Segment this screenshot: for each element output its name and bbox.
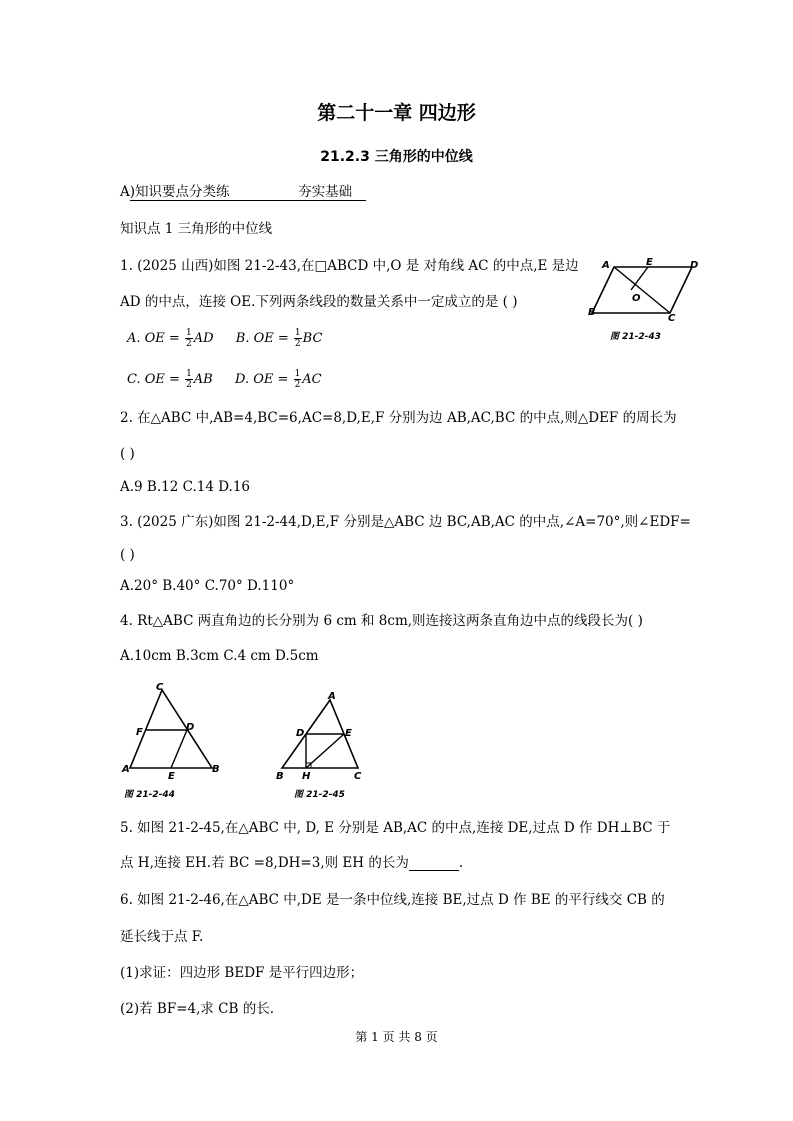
fig45-label-h: H: [302, 771, 311, 782]
q3-line2: ( ): [120, 547, 135, 563]
knowledge-point: 知识点 1 三角形的中位线: [120, 221, 273, 237]
q5-line2-text: 点 H,连接 EH.若 BC =8,DH=3,则 EH 的长为: [120, 855, 409, 871]
q1-option-b-prefix: B. OE =: [235, 331, 293, 346]
section-title: 21.2.3 三角形的中位线: [320, 149, 473, 165]
q6-sub2: (2)若 BF=4,求 CB 的长.: [120, 1001, 275, 1017]
q6-sub1: (1)求证：四边形 BEDF 是平行四边形；: [120, 965, 364, 981]
q1-line1: 1. (2025 山西)如图 21-2-43,在□ABCD 中,O 是 对角线 AC 的中点,E 是边: [120, 258, 579, 274]
q1-option-c-prefix: C. OE =: [127, 372, 185, 387]
fig43-caption: 图 21-2-43: [610, 332, 661, 342]
fig44-label-a: A: [122, 764, 130, 775]
fig45-label-e: E: [345, 728, 352, 739]
figure-21-2-43: [588, 255, 708, 345]
fig43-label-d: D: [690, 260, 699, 271]
page-footer: 第 1 页 共 8 页: [355, 1030, 438, 1044]
fig44-label-b: B: [212, 764, 220, 775]
q2-options: A.9 B.12 C.14 D.16: [120, 479, 251, 495]
q6-line1: 6. 如图 21-2-46,在△ABC 中,DE 是一条中位线,连接 BE,过点 D 作 BE 的平行线交 CB 的: [120, 892, 665, 908]
q3-line1: 3. (2025 广东)如图 21-2-44,D,E,F 分别是△ABC 边 BC,AB,AC 的中点,∠A=70°,则∠EDF=: [120, 514, 691, 530]
fig44-caption: 图 21-2-44: [124, 790, 175, 800]
q4-line1: 4. Rt△ABC 两直角边的长分别为 6 cm 和 8cm,则连接这两条直角边中点的线段长为( ): [120, 613, 643, 629]
q1-option-c-suffix: AB: [193, 372, 213, 387]
figure-21-2-45: [272, 690, 372, 800]
fig45-label-c: C: [354, 771, 362, 782]
fig45-caption: 图 21-2-45: [294, 790, 345, 800]
chapter-title: 第二十一章 四边形: [317, 102, 476, 124]
q2-line1: 2. 在△ABC 中,AB=4,BC=6,AC=8,D,E,F 分别为边 AB,AC,BC 的中点,则△DEF 的周长为: [120, 410, 677, 426]
q1-line2: AD 的中点，连接 OE.下列两条线段的数量关系中一定成立的是 ( ): [120, 294, 518, 310]
fig43-label-a: A: [602, 260, 610, 271]
part-a-header: [120, 184, 352, 200]
fig43-label-o: O: [632, 293, 641, 304]
q5-line2-end: .: [458, 855, 464, 871]
q1-option-a-prefix: A. OE =: [127, 331, 184, 346]
fig44-label-e: E: [168, 771, 175, 782]
part-a-underline: [130, 200, 366, 201]
q1-option-a-suffix: AD: [193, 331, 214, 346]
q1-option-d-prefix: D. OE =: [235, 372, 293, 387]
q6-line2: 延长线于点 F.: [120, 929, 204, 945]
fraction: $\frac{1}{2}$: [294, 369, 301, 390]
fraction: $\frac{1}{2}$: [186, 369, 192, 390]
fig43-label-b: B: [588, 307, 596, 318]
fraction: $\frac{1}{2}$: [294, 328, 301, 349]
q1-options-ab: [127, 328, 322, 349]
fig44-label-c: C: [156, 682, 164, 693]
fig45-label-a: A: [328, 691, 336, 702]
q1-option-d-suffix: AC: [302, 372, 322, 387]
fig45-label-d: D: [296, 728, 305, 739]
q3-options: A.20° B.40° C.70° D.110°: [120, 578, 295, 594]
q5-line1: 5. 如图 21-2-45,在△ABC 中, D, E 分别是 AB,AC 的中点,连接 DE,过点 D 作 DH⊥BC 于: [120, 820, 671, 836]
part-a-label: A)知识要点分类练: [120, 184, 230, 200]
fig43-label-c: C: [668, 313, 676, 324]
fig43-label-e: E: [646, 257, 653, 268]
fig44-label-d: D: [186, 722, 195, 733]
q4-options: A.10cm B.3cm C.4 cm D.5cm: [120, 648, 319, 664]
q1-option-b-suffix: BC: [302, 331, 323, 346]
q5-answer-blank[interactable]: [409, 856, 459, 871]
fig45-label-b: B: [276, 771, 284, 782]
fraction: $\frac{1}{2}$: [185, 328, 192, 349]
fig44-label-f: F: [136, 727, 143, 738]
q1-options-cd: [127, 369, 322, 390]
q2-line2: ( ): [120, 446, 135, 462]
part-a-right: 夯实基础: [298, 184, 353, 200]
q5-line2: [120, 855, 463, 871]
figure-21-2-44: [120, 680, 230, 800]
